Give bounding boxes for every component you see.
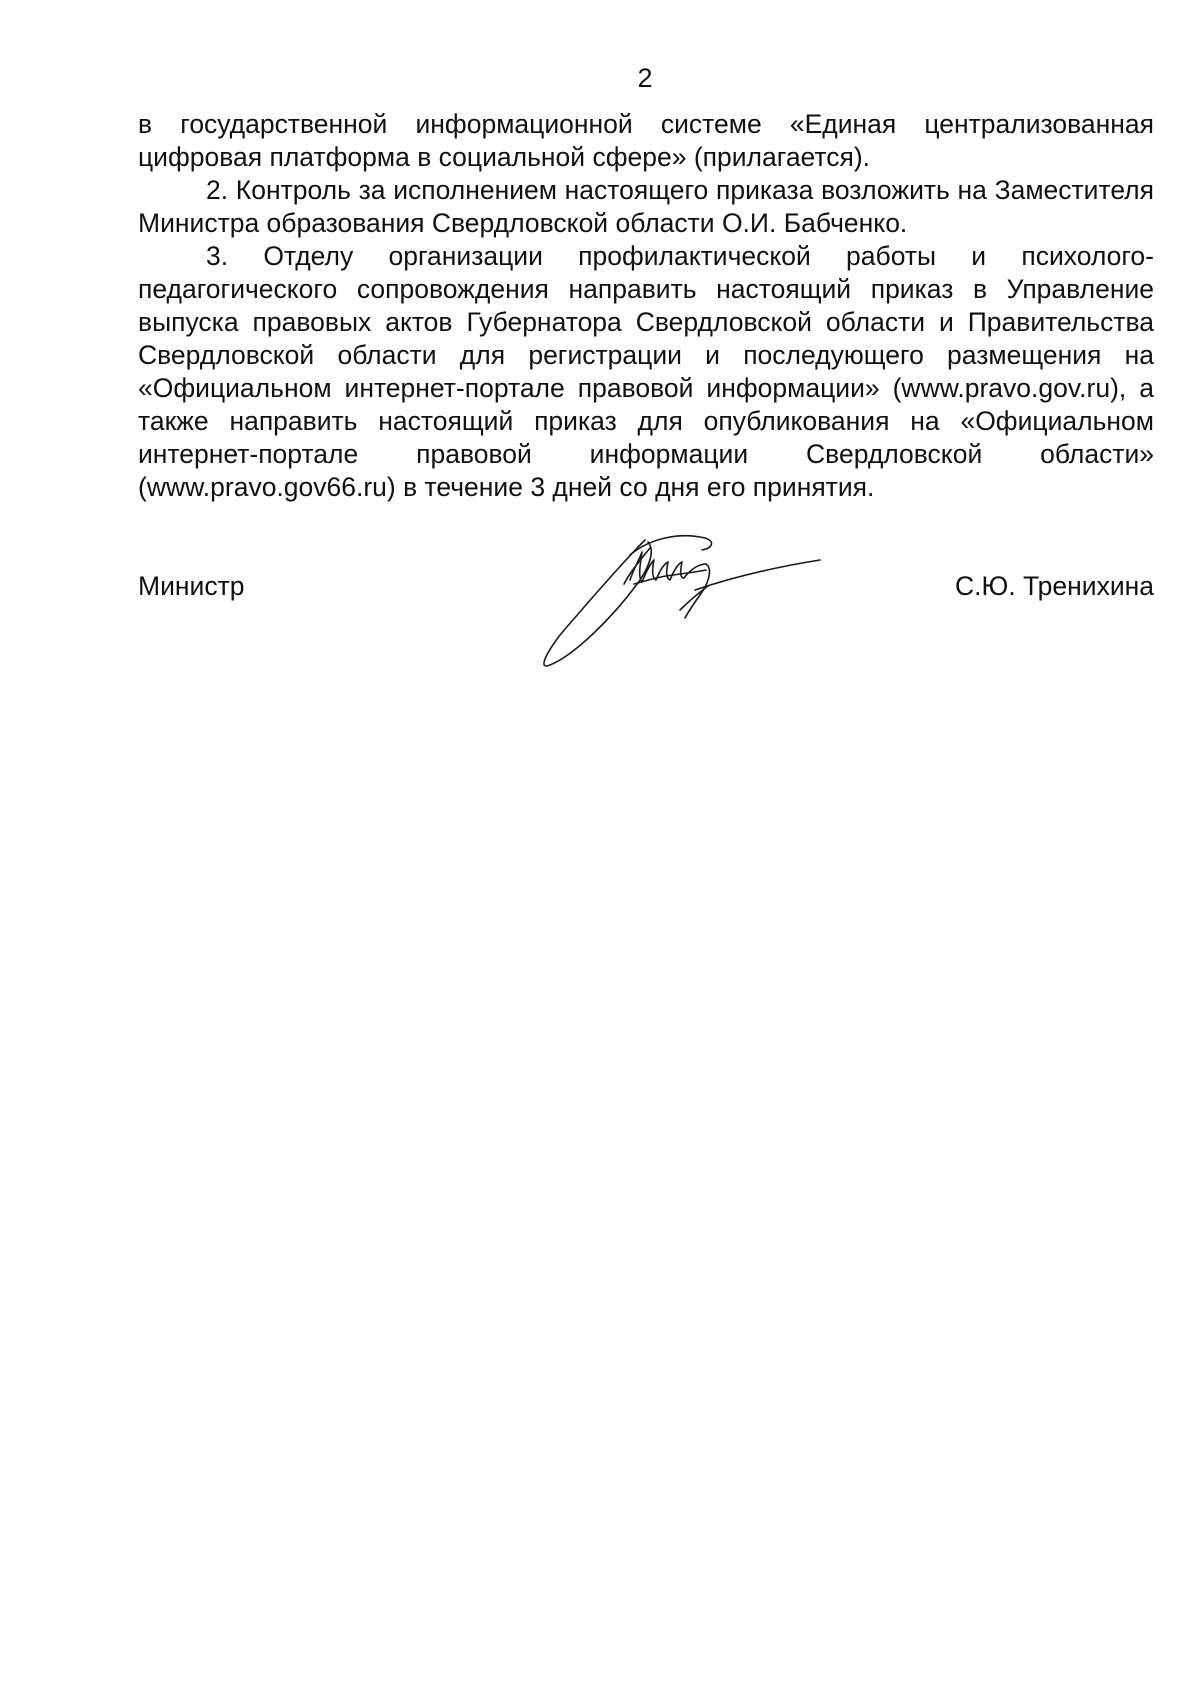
paragraph-item-3: 3. Отделу организации профилактической работы и психолого-педагогического сопровождения направить настоящий приказ в Управление выпуска правовых актов Губернатора Свердловской области и Правительства Свердловской области для регистрации и последующего размещения на «Официальном интернет-портале правовой информации» (www.pravo.gov.ru), а также направить настоящий приказ для опубликования на «Официальном интернет-портале правовой информации Свердловской области» (www.pravo.gov66.ru) в течение 3 дней со дня его принятия. bbox=[138, 241, 1154, 502]
signer-name: С.Ю. Тренихина bbox=[954, 571, 1154, 601]
paragraph-item-2: 2. Контроль за исполнением настоящего приказа возложить на Заместителя Министра образования Свердловской области О.И. Бабченко. bbox=[138, 175, 1154, 238]
signer-title: Министр bbox=[138, 571, 245, 601]
handwritten-signature bbox=[530, 520, 850, 670]
document-body bbox=[138, 108, 1154, 504]
paragraph-continuation: в государственной информационной системе «Единая централизованная цифровая платформа в социальной сфере» (прилагается). bbox=[138, 109, 1154, 172]
page-number: 2 bbox=[637, 63, 653, 93]
